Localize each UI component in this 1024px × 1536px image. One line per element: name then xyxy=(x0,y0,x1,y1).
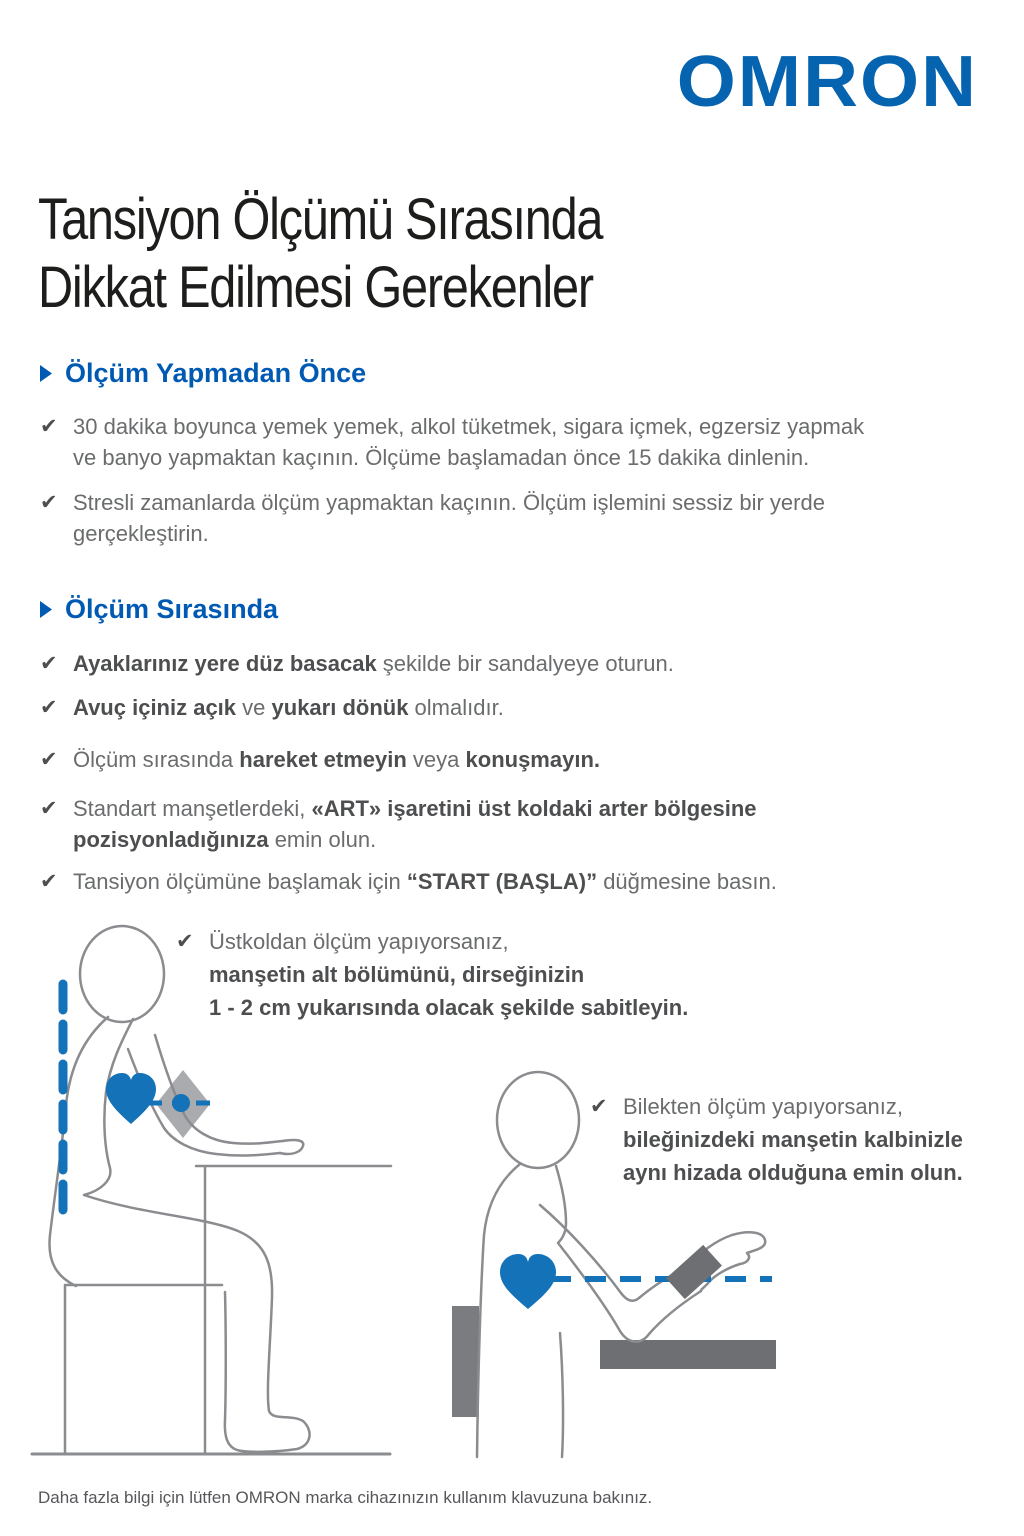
text-segment: Standart manşetlerdeki, xyxy=(73,796,312,821)
artery-marker-dot xyxy=(172,1094,190,1112)
person-back xyxy=(477,1164,520,1457)
checklist-item xyxy=(40,692,1000,723)
text-segment: 30 dakika boyunca yemek yemek, alkol tüketmek, sigara içmek, egzersiz yapmak xyxy=(73,414,865,439)
text-segment: Tansiyon ölçümüne başlamak için xyxy=(73,869,407,894)
checklist-item xyxy=(40,487,1000,549)
text-segment: Ölçüm sırasında xyxy=(73,747,240,772)
figure-caption-upper-arm xyxy=(176,925,688,1024)
person-chest-and-arm-bottom xyxy=(556,1166,701,1342)
armrest-table xyxy=(600,1340,776,1369)
check-icon: ✔ xyxy=(176,930,194,953)
check-icon: ✔ xyxy=(590,1095,608,1118)
section-heading-before-measurement xyxy=(40,358,366,389)
check-icon: ✔ xyxy=(40,491,58,514)
section-heading-during-measurement xyxy=(40,594,278,625)
person-arm-top xyxy=(540,1205,687,1301)
footer-note: Daha fazla bilgi için lütfen OMRON marka cihazınızın kullanım klavuzuna bakınız. xyxy=(38,1488,653,1507)
person-head xyxy=(80,926,164,1022)
checklist-item xyxy=(40,744,1000,775)
text-segment: “START (BAŞLA)” xyxy=(406,869,598,894)
person-torso-front xyxy=(560,1333,563,1457)
text-segment: veya xyxy=(406,747,466,772)
section-heading-text: Ölçüm Sırasında xyxy=(65,594,279,624)
check-icon: ✔ xyxy=(40,748,58,771)
text-segment: «ART» işaretini üst koldaki arter bölgesine xyxy=(311,796,757,821)
text-segment: aynı hizada olduğuna emin olun. xyxy=(623,1160,963,1185)
checklist-text xyxy=(73,692,504,723)
page-title xyxy=(38,186,602,322)
text-segment: gerçekleştirin. xyxy=(73,521,209,546)
checklist-text xyxy=(73,744,600,775)
check-icon: ✔ xyxy=(40,696,58,719)
checklist-text xyxy=(73,793,757,855)
heart-icon xyxy=(106,1073,156,1124)
text-segment: 1 - 2 cm yukarısında olacak şekilde sabitleyin. xyxy=(209,995,689,1020)
figure-caption-wrist xyxy=(590,1090,963,1189)
text-segment: hareket etmeyin xyxy=(239,747,407,772)
text-segment: şekilde bir sandalyeye oturun. xyxy=(376,651,674,676)
checklist-text xyxy=(73,648,674,679)
wrist-cuff-icon xyxy=(666,1245,722,1299)
chair-back xyxy=(452,1306,479,1417)
checklist-text xyxy=(73,866,777,897)
omron-logo: OMRON xyxy=(676,41,978,122)
text-segment: olmalıdır. xyxy=(408,695,504,720)
check-icon: ✔ xyxy=(40,797,58,820)
text-segment: düğmesine basın. xyxy=(597,869,777,894)
text-segment: manşetin alt bölümünü, dirseğinizin xyxy=(209,962,585,987)
person-back xyxy=(49,1017,108,1286)
person-head xyxy=(497,1072,579,1168)
text-segment: Bilekten ölçüm yapıyorsanız, xyxy=(623,1094,904,1119)
checklist-item xyxy=(40,648,1000,679)
section-arrow-icon xyxy=(40,364,53,383)
text-segment: Ayaklarınız yere düz basacak xyxy=(73,651,377,676)
figure-caption-text xyxy=(209,925,688,1024)
checklist-item xyxy=(40,866,1000,897)
person-upper-arm xyxy=(155,1035,283,1144)
text-segment: ve banyo yapmaktan kaçının. Ölçüme başlamadan önce 15 dakika dinlenin. xyxy=(73,445,810,470)
text-segment: emin olun. xyxy=(268,827,377,852)
checklist-item xyxy=(40,793,1000,855)
text-segment: bileğinizdeki manşetin kalbinizle xyxy=(623,1127,963,1152)
stool xyxy=(65,1285,222,1453)
checklist-text xyxy=(73,487,825,549)
text-segment: pozisyonladığınıza xyxy=(73,827,269,852)
text-segment: ve xyxy=(236,695,272,720)
page-title-line1: Tansiyon Ölçümü Sırasında xyxy=(38,187,603,252)
heart-icon xyxy=(500,1254,556,1309)
section-arrow-icon xyxy=(40,600,53,619)
text-segment: Stresli zamanlarda ölçüm yapmaktan kaçının. Ölçüm işlemini sessiz bir yerde xyxy=(73,490,825,515)
text-segment: Avuç içiniz açık xyxy=(73,695,237,720)
text-segment: yukarı dönük xyxy=(271,695,409,720)
checklist-text xyxy=(73,411,864,473)
check-icon: ✔ xyxy=(40,652,58,675)
page-title-line2: Dikkat Edilmesi Gerekenler xyxy=(38,255,593,320)
checklist-item xyxy=(40,411,1000,473)
text-segment: Üstkoldan ölçüm yapıyorsanız, xyxy=(209,929,509,954)
check-icon: ✔ xyxy=(40,415,58,438)
section-heading-text: Ölçüm Yapmadan Önce xyxy=(65,358,367,388)
check-icon: ✔ xyxy=(40,870,58,893)
figure-caption-text xyxy=(623,1090,963,1189)
person-hand xyxy=(280,1140,303,1154)
text-segment: konuşmayın. xyxy=(465,747,600,772)
